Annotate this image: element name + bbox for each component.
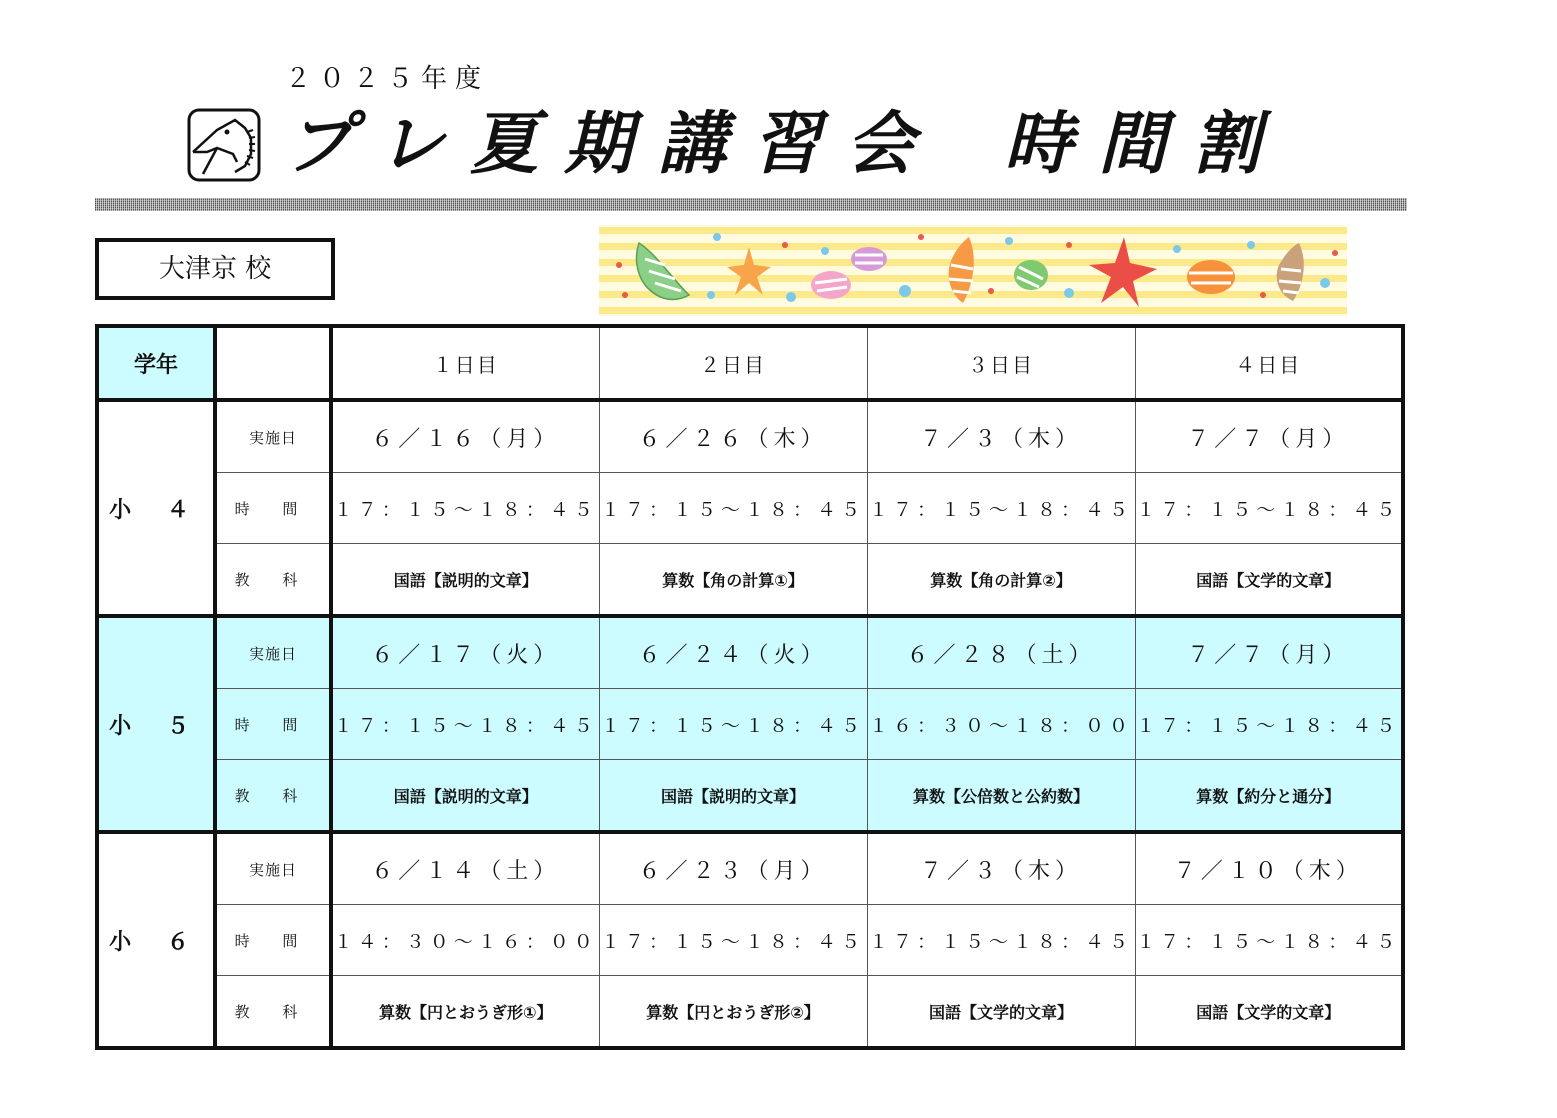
row-label-time: 時 間 xyxy=(215,689,331,760)
time-cell: １７：１５～１８：４５ xyxy=(867,905,1135,976)
time-cell: １７：１５～１８：４５ xyxy=(1135,905,1403,976)
title-sub: 時間割 xyxy=(1004,105,1287,184)
page-title xyxy=(285,100,1345,190)
time-cell: １７：１５～１８：４５ xyxy=(867,473,1135,544)
row-label-date: 実施日 xyxy=(215,400,331,473)
subject-cell: 国語【説明的文章】 xyxy=(331,544,599,617)
subject-cell: 算数【円とおうぎ形②】 xyxy=(599,976,867,1049)
subject-cell: 国語【文学的文章】 xyxy=(1135,976,1403,1049)
row-label-subject: 教 科 xyxy=(215,760,331,833)
date-cell: ６／２８（土） xyxy=(867,616,1135,689)
day-header-4: ４日目 xyxy=(1135,326,1403,400)
title-main: プレ夏期講習会 xyxy=(285,105,941,184)
date-cell: ６／１４（土） xyxy=(331,832,599,905)
subject-cell: 算数【約分と通分】 xyxy=(1135,760,1403,833)
date-cell: ６／１７（火） xyxy=(331,616,599,689)
time-cell: １７：１５～１８：４５ xyxy=(599,473,867,544)
table-row xyxy=(97,473,1403,544)
date-cell: ６／２３（月） xyxy=(599,832,867,905)
subject-cell: 算数【角の計算②】 xyxy=(867,544,1135,617)
day-header-1: １日目 xyxy=(331,326,599,400)
grade-header: 学年 xyxy=(97,326,215,400)
date-cell: ７／３（木） xyxy=(867,400,1135,473)
date-cell: ７／７（月） xyxy=(1135,616,1403,689)
date-cell: ７／３（木） xyxy=(867,832,1135,905)
row-label-time: 時 間 xyxy=(215,473,331,544)
day-header-3: ３日目 xyxy=(867,326,1135,400)
horse-logo-icon xyxy=(187,108,261,182)
row-label-time: 時 間 xyxy=(215,905,331,976)
subject-cell: 算数【公倍数と公約数】 xyxy=(867,760,1135,833)
grade-label-6: 小 ６ xyxy=(97,832,215,1048)
time-cell: １７：１５～１８：４５ xyxy=(1135,473,1403,544)
table-row xyxy=(97,689,1403,760)
blank-header xyxy=(215,326,331,400)
grade-label-5: 小 ５ xyxy=(97,616,215,832)
table-row xyxy=(97,544,1403,617)
time-cell: １７：１５～１８：４５ xyxy=(599,905,867,976)
day-header-2: ２日目 xyxy=(599,326,867,400)
row-label-subject: 教 科 xyxy=(215,976,331,1049)
subject-cell: 国語【文学的文章】 xyxy=(867,976,1135,1049)
date-cell: ６／１６（月） xyxy=(331,400,599,473)
table-row xyxy=(97,616,1403,689)
timetable xyxy=(95,324,1405,1050)
date-cell: ６／２４（火） xyxy=(599,616,867,689)
subject-cell: 国語【説明的文章】 xyxy=(599,760,867,833)
date-cell: ６／２６（木） xyxy=(599,400,867,473)
row-label-date: 実施日 xyxy=(215,832,331,905)
header-row xyxy=(97,326,1403,400)
time-cell: １４：３０～１６：００ xyxy=(331,905,599,976)
time-cell: １７：１５～１８：４５ xyxy=(331,473,599,544)
row-label-date: 実施日 xyxy=(215,616,331,689)
subject-cell: 国語【説明的文章】 xyxy=(331,760,599,833)
time-cell: １７：１５～１８：４５ xyxy=(1135,689,1403,760)
subject-cell: 国語【文学的文章】 xyxy=(1135,544,1403,617)
time-cell: １７：１５～１８：４５ xyxy=(331,689,599,760)
table-row xyxy=(97,400,1403,473)
time-cell: １６：３０～１８：００ xyxy=(867,689,1135,760)
grade-label-4: 小 ４ xyxy=(97,400,215,616)
subject-cell: 算数【円とおうぎ形①】 xyxy=(331,976,599,1049)
subject-cell: 算数【角の計算①】 xyxy=(599,544,867,617)
table-row xyxy=(97,976,1403,1049)
date-cell: ７／７（月） xyxy=(1135,400,1403,473)
table-row xyxy=(97,832,1403,905)
seashell-banner-icon xyxy=(599,225,1347,316)
date-cell: ７／１０（木） xyxy=(1135,832,1403,905)
time-cell: １７：１５～１８：４５ xyxy=(599,689,867,760)
table-row xyxy=(97,760,1403,833)
row-label-subject: 教 科 xyxy=(215,544,331,617)
school-name-box: 大津京 校 xyxy=(95,238,335,300)
table-row xyxy=(97,905,1403,976)
year-label: ２０２５年度 xyxy=(285,64,490,94)
title-divider xyxy=(95,198,1407,211)
